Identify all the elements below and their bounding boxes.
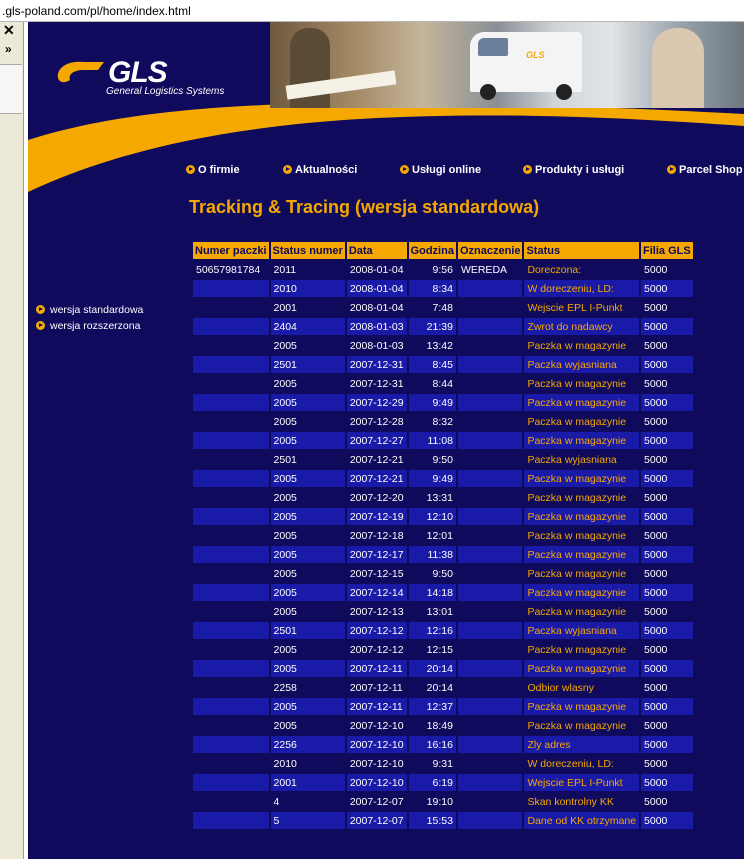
branch-cell: 5000	[641, 603, 693, 620]
branch-cell: 5000	[641, 280, 693, 297]
branch-cell: 5000	[641, 717, 693, 734]
mark-cell	[458, 584, 523, 601]
status-code-cell: 2010	[271, 755, 345, 772]
branch-cell: 5000	[641, 698, 693, 715]
van-window	[478, 38, 508, 56]
status-cell: Paczka wyjasniana	[524, 622, 639, 639]
mark-cell	[458, 375, 523, 392]
date-cell: 2008-01-04	[347, 261, 407, 278]
status-code-cell: 2005	[271, 337, 345, 354]
tracking-table	[191, 240, 695, 831]
nav-item-label: O firmie	[198, 164, 240, 176]
date-cell: 2007-12-28	[347, 413, 407, 430]
mark-cell	[458, 717, 523, 734]
branch-cell: 5000	[641, 413, 693, 430]
status-cell: Paczka w magazynie	[524, 508, 639, 525]
status-cell: Wejscie EPL I-Punkt	[524, 774, 639, 791]
branch-cell: 5000	[641, 299, 693, 316]
status-cell: Paczka w magazynie	[524, 470, 639, 487]
status-code-cell: 2005	[271, 375, 345, 392]
parcel-number-cell	[193, 698, 269, 715]
table-row	[193, 565, 693, 582]
parcel-number-cell	[193, 793, 269, 810]
main-nav	[28, 160, 744, 182]
nav-item-produkty[interactable]	[523, 164, 624, 180]
table-row	[193, 527, 693, 544]
date-cell: 2007-12-07	[347, 793, 407, 810]
parcel-number-cell	[193, 356, 269, 373]
status-code-cell: 2005	[271, 565, 345, 582]
parcel-number-cell	[193, 679, 269, 696]
status-code-cell: 2005	[271, 717, 345, 734]
date-cell: 2007-12-12	[347, 622, 407, 639]
branch-cell: 5000	[641, 356, 693, 373]
branch-cell: 5000	[641, 375, 693, 392]
bullet-arrow-icon	[186, 165, 195, 174]
status-cell: Paczka w magazynie	[524, 565, 639, 582]
status-cell: Paczka w magazynie	[524, 603, 639, 620]
nav-item-label: Usługi online	[412, 164, 482, 176]
branch-cell: 5000	[641, 774, 693, 791]
time-cell: 14:18	[409, 584, 456, 601]
date-cell: 2007-12-31	[347, 356, 407, 373]
status-cell: Paczka w magazynie	[524, 698, 639, 715]
date-cell: 2007-12-17	[347, 546, 407, 563]
status-cell: Paczka w magazynie	[524, 717, 639, 734]
status-code-cell: 2005	[271, 660, 345, 677]
mark-cell	[458, 603, 523, 620]
mark-cell	[458, 736, 523, 753]
mark-cell	[458, 489, 523, 506]
address-bar[interactable]	[0, 0, 744, 22]
status-code-cell: 2005	[271, 394, 345, 411]
table-row	[193, 413, 693, 430]
mark-cell	[458, 774, 523, 791]
sidebar-item-standard[interactable]	[36, 304, 146, 316]
mark-cell	[458, 565, 523, 582]
nav-item-uslugi-online[interactable]	[400, 164, 481, 180]
bullet-arrow-icon	[400, 165, 409, 174]
date-cell: 2008-01-03	[347, 337, 407, 354]
mark-cell	[458, 660, 523, 677]
parcel-number-cell	[193, 736, 269, 753]
mark-cell	[458, 508, 523, 525]
gls-logo-mark-icon	[54, 58, 106, 86]
sidebar-item-extended[interactable]	[36, 320, 146, 332]
status-cell: Paczka w magazynie	[524, 584, 639, 601]
table-header-row	[193, 242, 693, 259]
table-row	[193, 717, 693, 734]
time-cell: 20:14	[409, 660, 456, 677]
operator-figure	[652, 28, 704, 108]
status-cell: Paczka w magazynie	[524, 375, 639, 392]
branch-cell: 5000	[641, 432, 693, 449]
mark-cell	[458, 337, 523, 354]
table-row	[193, 698, 693, 715]
table-row	[193, 603, 693, 620]
branch-cell: 5000	[641, 451, 693, 468]
branch-cell: 5000	[641, 660, 693, 677]
date-cell: 2007-12-11	[347, 660, 407, 677]
time-cell: 9:50	[409, 451, 456, 468]
mark-cell	[458, 318, 523, 335]
parcel-number-cell	[193, 565, 269, 582]
branch-cell: 5000	[641, 812, 693, 829]
column-header: Filia GLS	[641, 242, 693, 259]
branch-cell: 5000	[641, 546, 693, 563]
time-cell: 8:32	[409, 413, 456, 430]
bullet-arrow-icon	[523, 165, 532, 174]
status-cell: Doreczona:	[524, 261, 639, 278]
branch-cell: 5000	[641, 622, 693, 639]
time-cell: 6:19	[409, 774, 456, 791]
status-code-cell: 2501	[271, 451, 345, 468]
branch-cell: 5000	[641, 679, 693, 696]
date-cell: 2007-12-12	[347, 641, 407, 658]
status-code-cell: 2005	[271, 546, 345, 563]
chevron-right-icon[interactable]: »	[5, 42, 12, 56]
parcel-number-cell	[193, 318, 269, 335]
parcel-number-cell	[193, 622, 269, 639]
time-cell: 21:39	[409, 318, 456, 335]
status-code-cell: 2005	[271, 470, 345, 487]
time-cell: 8:44	[409, 375, 456, 392]
parcel-number-cell	[193, 337, 269, 354]
status-code-cell: 2005	[271, 641, 345, 658]
parcel-number-cell	[193, 546, 269, 563]
van-logo: GLS	[526, 50, 545, 60]
van-figure	[470, 32, 582, 92]
table-row	[193, 261, 693, 278]
column-header: Godzina	[409, 242, 456, 259]
status-cell: Paczka wyjasniana	[524, 356, 639, 373]
mark-cell	[458, 812, 523, 829]
branch-cell: 5000	[641, 318, 693, 335]
table-row	[193, 736, 693, 753]
nav-item-parcel-shop[interactable]	[667, 164, 743, 180]
status-cell: Paczka w magazynie	[524, 527, 639, 544]
branch-cell: 5000	[641, 337, 693, 354]
status-code-cell: 2005	[271, 413, 345, 430]
status-code-cell: 2005	[271, 698, 345, 715]
mark-cell	[458, 470, 523, 487]
time-cell: 18:49	[409, 717, 456, 734]
time-cell: 15:53	[409, 812, 456, 829]
mark-cell	[458, 622, 523, 639]
status-cell: Wejscie EPL I-Punkt	[524, 299, 639, 316]
time-cell: 13:01	[409, 603, 456, 620]
branch-cell: 5000	[641, 394, 693, 411]
branch-cell: 5000	[641, 261, 693, 278]
parcel-number-cell	[193, 394, 269, 411]
mark-cell	[458, 755, 523, 772]
branch-cell: 5000	[641, 755, 693, 772]
status-code-cell: 2501	[271, 356, 345, 373]
time-cell: 12:16	[409, 622, 456, 639]
time-cell: 12:37	[409, 698, 456, 715]
date-cell: 2008-01-03	[347, 318, 407, 335]
gls-logo[interactable]	[54, 56, 234, 106]
table-row	[193, 318, 693, 335]
mark-cell	[458, 432, 523, 449]
status-code-cell: 5	[271, 812, 345, 829]
status-cell: Paczka w magazynie	[524, 660, 639, 677]
table-row	[193, 280, 693, 297]
status-code-cell: 2005	[271, 603, 345, 620]
table-row	[193, 356, 693, 373]
nav-item-label: Produkty i usługi	[535, 164, 625, 176]
status-code-cell: 2005	[271, 432, 345, 449]
bullet-arrow-icon	[283, 165, 292, 174]
mark-cell: WEREDA	[458, 261, 523, 278]
branch-cell: 5000	[641, 641, 693, 658]
status-code-cell: 2256	[271, 736, 345, 753]
mark-cell	[458, 527, 523, 544]
status-cell: Skan kontrolny KK	[524, 793, 639, 810]
time-cell: 16:16	[409, 736, 456, 753]
date-cell: 2008-01-04	[347, 280, 407, 297]
sidebar-item-label: wersja rozszerzona	[50, 320, 141, 332]
page-header	[28, 22, 744, 212]
time-cell: 9:49	[409, 394, 456, 411]
close-icon[interactable]: ✕	[3, 22, 15, 38]
status-cell: Odbior wlasny	[524, 679, 639, 696]
time-cell: 8:34	[409, 280, 456, 297]
date-cell: 2007-12-11	[347, 698, 407, 715]
mark-cell	[458, 546, 523, 563]
status-code-cell: 2010	[271, 280, 345, 297]
status-cell: Paczka w magazynie	[524, 432, 639, 449]
date-cell: 2007-12-14	[347, 584, 407, 601]
table-row	[193, 546, 693, 563]
status-code-cell: 2005	[271, 508, 345, 525]
table-row	[193, 622, 693, 639]
status-cell: Dane od KK otrzymane	[524, 812, 639, 829]
mark-cell	[458, 299, 523, 316]
time-cell: 9:50	[409, 565, 456, 582]
branch-cell: 5000	[641, 793, 693, 810]
status-cell: Paczka w magazynie	[524, 413, 639, 430]
status-cell: Paczka w magazynie	[524, 394, 639, 411]
date-cell: 2007-12-10	[347, 736, 407, 753]
date-cell: 2007-12-21	[347, 470, 407, 487]
date-cell: 2007-12-19	[347, 508, 407, 525]
status-code-cell: 4	[271, 793, 345, 810]
table-row	[193, 774, 693, 791]
status-cell: Paczka w magazynie	[524, 546, 639, 563]
date-cell: 2007-12-21	[347, 451, 407, 468]
mark-cell	[458, 679, 523, 696]
parcel-number-cell	[193, 641, 269, 658]
mark-cell	[458, 413, 523, 430]
time-cell: 12:01	[409, 527, 456, 544]
time-cell: 7:48	[409, 299, 456, 316]
status-cell: Paczka w magazynie	[524, 337, 639, 354]
status-cell: W doreczeniu, LD:	[524, 280, 639, 297]
table-row	[193, 375, 693, 392]
nav-item-o-firmie[interactable]	[186, 164, 240, 180]
status-cell: Paczka w magazynie	[524, 489, 639, 506]
parcel-number-cell	[193, 280, 269, 297]
bullet-arrow-icon	[36, 321, 45, 330]
date-cell: 2007-12-27	[347, 432, 407, 449]
date-cell: 2007-12-29	[347, 394, 407, 411]
date-cell: 2007-12-20	[347, 489, 407, 506]
mark-cell	[458, 451, 523, 468]
logo-subtitle: General Logistics Systems	[106, 86, 225, 97]
branch-cell: 5000	[641, 470, 693, 487]
gls-page	[28, 22, 744, 859]
table-row	[193, 812, 693, 829]
time-cell: 13:42	[409, 337, 456, 354]
parcel-number-cell	[193, 470, 269, 487]
parcel-number-cell	[193, 717, 269, 734]
status-code-cell: 2005	[271, 584, 345, 601]
branch-cell: 5000	[641, 584, 693, 601]
parcel-number-cell	[193, 413, 269, 430]
branch-cell: 5000	[641, 489, 693, 506]
parcel-number-cell	[193, 299, 269, 316]
status-cell: W doreczeniu, LD:	[524, 755, 639, 772]
address-text[interactable]: .gls-poland.com/pl/home/index.html	[2, 4, 191, 18]
date-cell: 2007-12-11	[347, 679, 407, 696]
time-cell: 12:10	[409, 508, 456, 525]
time-cell: 12:15	[409, 641, 456, 658]
date-cell: 2007-12-07	[347, 812, 407, 829]
status-code-cell: 2005	[271, 489, 345, 506]
mark-cell	[458, 280, 523, 297]
time-cell: 11:38	[409, 546, 456, 563]
date-cell: 2007-12-15	[347, 565, 407, 582]
status-cell: Zwrot do nadawcy	[524, 318, 639, 335]
parcel-number-cell	[193, 432, 269, 449]
time-cell: 8:45	[409, 356, 456, 373]
status-code-cell: 2005	[271, 527, 345, 544]
date-cell: 2007-12-10	[347, 717, 407, 734]
nav-item-label: Parcel Shop	[679, 164, 743, 176]
page-title: Tracking & Tracing (wersja standardowa)	[189, 197, 540, 217]
mark-cell	[458, 641, 523, 658]
status-code-cell: 2001	[271, 299, 345, 316]
status-cell: Zly adres	[524, 736, 639, 753]
time-cell: 11:08	[409, 432, 456, 449]
mark-cell	[458, 356, 523, 373]
parcel-number-cell	[193, 812, 269, 829]
table-row	[193, 584, 693, 601]
parcel-number-cell	[193, 451, 269, 468]
date-cell: 2008-01-04	[347, 299, 407, 316]
browser-side-panel	[0, 22, 24, 859]
date-cell: 2007-12-13	[347, 603, 407, 620]
bullet-arrow-icon	[36, 305, 45, 314]
date-cell: 2007-12-10	[347, 774, 407, 791]
table-row	[193, 793, 693, 810]
table-row	[193, 641, 693, 658]
time-cell: 20:14	[409, 679, 456, 696]
column-header: Status	[524, 242, 639, 259]
branch-cell: 5000	[641, 508, 693, 525]
nav-item-aktualnosci[interactable]	[283, 164, 357, 180]
table-row	[193, 679, 693, 696]
mark-cell	[458, 793, 523, 810]
status-cell: Paczka wyjasniana	[524, 451, 639, 468]
side-nav	[36, 304, 146, 336]
table-row	[193, 755, 693, 772]
table-row	[193, 508, 693, 525]
parcel-number-cell	[193, 660, 269, 677]
branch-cell: 5000	[641, 736, 693, 753]
parcel-number-cell	[193, 774, 269, 791]
status-code-cell: 2501	[271, 622, 345, 639]
parcel-number-cell	[193, 755, 269, 772]
bullet-arrow-icon	[667, 165, 676, 174]
time-cell: 9:56	[409, 261, 456, 278]
parcel-number-cell	[193, 489, 269, 506]
logo-text: GLS	[108, 56, 167, 89]
date-cell: 2007-12-10	[347, 755, 407, 772]
table-row	[193, 470, 693, 487]
table-row	[193, 394, 693, 411]
table-row	[193, 337, 693, 354]
table-row	[193, 660, 693, 677]
table-row	[193, 432, 693, 449]
parcel-number-cell	[193, 527, 269, 544]
parcel-number-cell	[193, 375, 269, 392]
time-cell: 13:31	[409, 489, 456, 506]
header-photo	[270, 22, 744, 108]
column-header: Status numer	[271, 242, 345, 259]
time-cell: 19:10	[409, 793, 456, 810]
van-wheel	[556, 84, 572, 100]
date-cell: 2007-12-18	[347, 527, 407, 544]
status-code-cell: 2001	[271, 774, 345, 791]
status-code-cell: 2258	[271, 679, 345, 696]
date-cell: 2007-12-31	[347, 375, 407, 392]
table-row	[193, 299, 693, 316]
branch-cell: 5000	[641, 565, 693, 582]
time-cell: 9:31	[409, 755, 456, 772]
panel-strip	[0, 64, 22, 114]
status-cell: Paczka w magazynie	[524, 641, 639, 658]
mark-cell	[458, 394, 523, 411]
parcel-number-cell	[193, 584, 269, 601]
branch-cell: 5000	[641, 527, 693, 544]
status-code-cell: 2404	[271, 318, 345, 335]
parcel-number-cell: 50657981784	[193, 261, 269, 278]
parcel-number-cell	[193, 508, 269, 525]
table-row	[193, 489, 693, 506]
table-row	[193, 451, 693, 468]
nav-item-label: Aktualności	[295, 164, 358, 176]
column-header: Oznaczenie	[458, 242, 523, 259]
status-code-cell: 2011	[271, 261, 345, 278]
mark-cell	[458, 698, 523, 715]
sidebar-item-label: wersja standardowa	[50, 304, 144, 316]
column-header: Data	[347, 242, 407, 259]
column-header: Numer paczki	[193, 242, 269, 259]
parcel-number-cell	[193, 603, 269, 620]
time-cell: 9:49	[409, 470, 456, 487]
van-wheel	[480, 84, 496, 100]
